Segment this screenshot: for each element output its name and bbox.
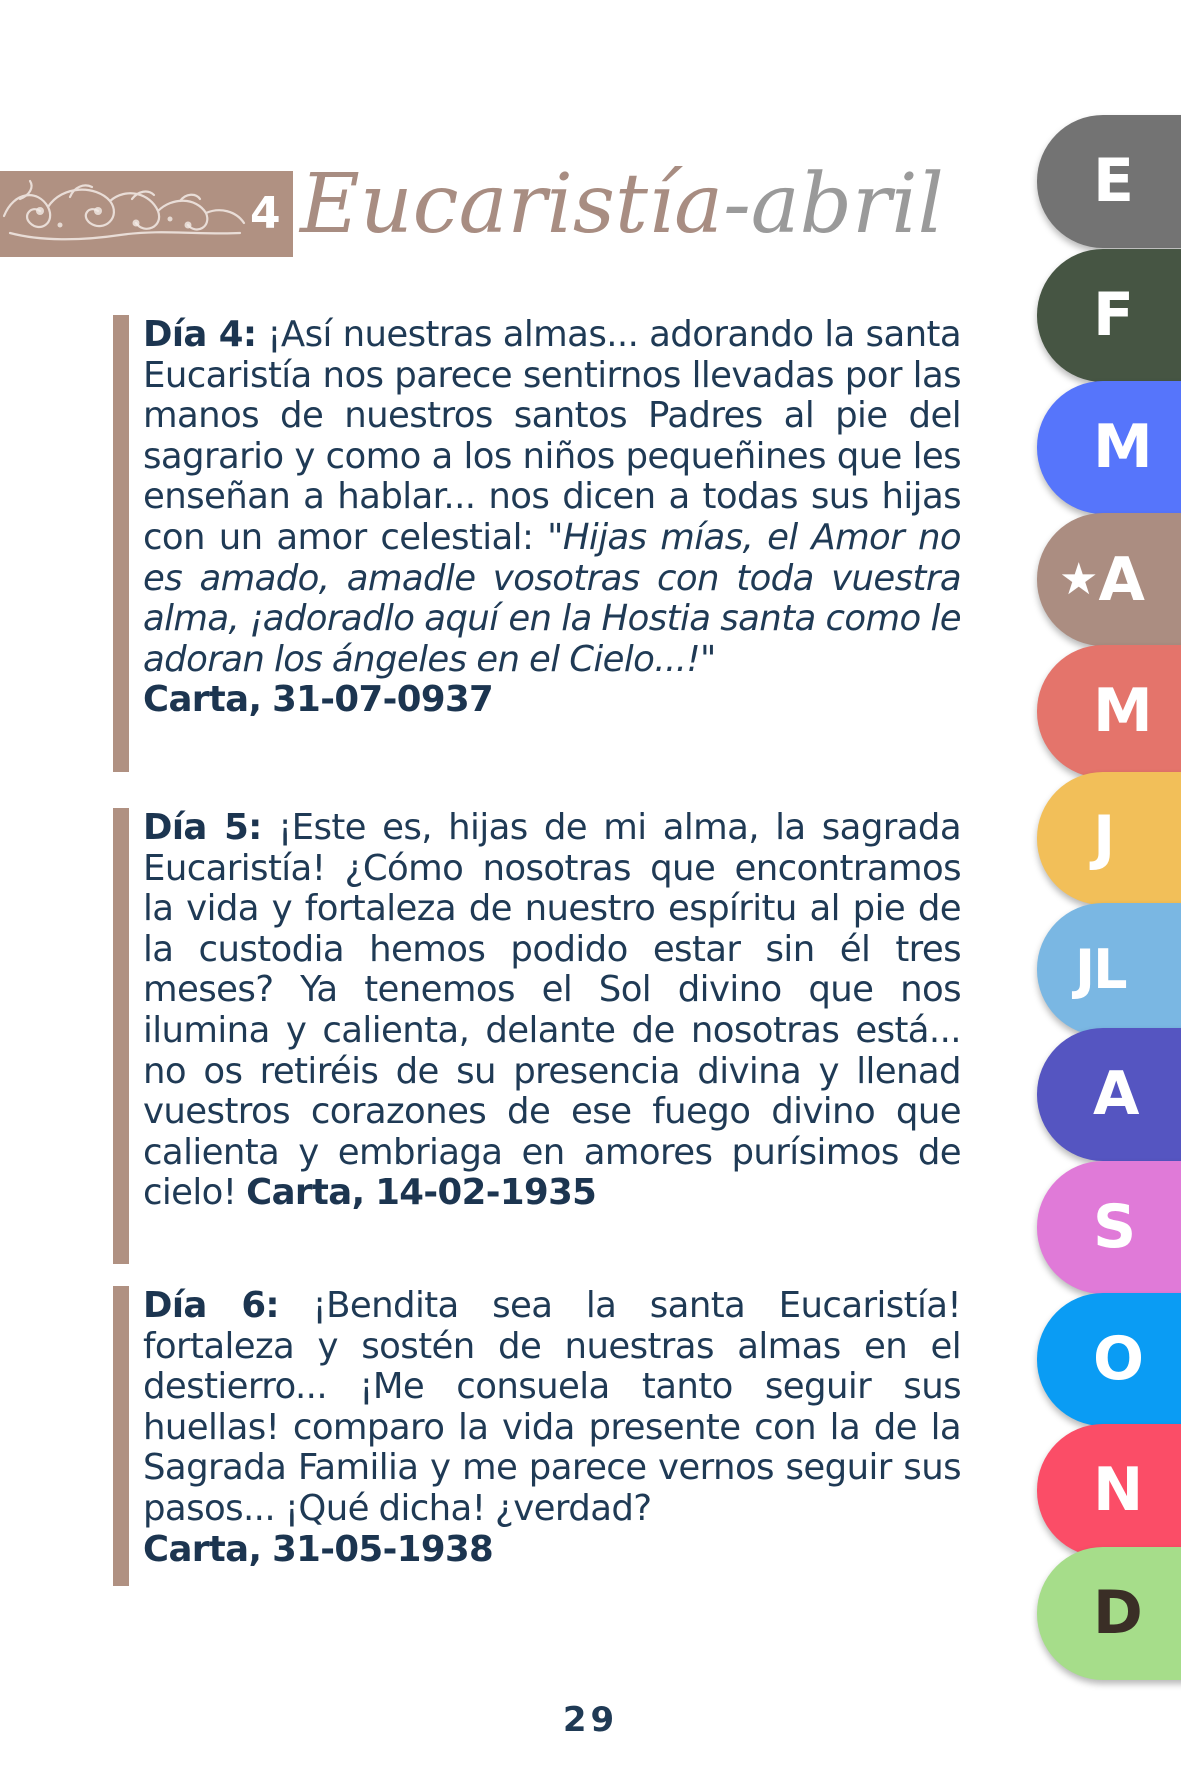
entry-source: Carta, 31-05-1938 [143, 1528, 494, 1570]
entry-text: ¡Así nuestras almas... adorando la santa Eucaristía nos parece sentirnos llevadas por las manos de nuestros santos Padres al pie del sagrario y como a los niños pequeñines que les enseñan a hablar... nos dicen a todas sus hijas con un amor celestial: [143, 314, 961, 558]
entry-paragraph [143, 808, 961, 1214]
entry-source: Carta, 14-02-1935 [246, 1172, 597, 1214]
page-title [300, 150, 944, 260]
entry-text: ¡Bendita sea la santa Eucaristía! fortaleza y sostén de nuestras almas en el destierro... ¡Me consuela tanto seguir sus huellas! comparo la vida presente con la de la Sagrada Familia y me parece vernos seguir sus pasos... ¡Qué dicha! ¿verdad? [143, 1285, 961, 1529]
entry-source: Carta, 31-07-0937 [143, 679, 494, 721]
entry-quote: "Hijas mías, el Amor no es amado, amadle vosotras con toda vuestra alma, ¡adoradlo aquí en la Hostia santa como le adoran los ángeles en el Cielo...!" [143, 516, 961, 680]
star-icon: ★ [1059, 554, 1097, 605]
entry-paragraph [143, 1286, 961, 1570]
entry-paragraph [143, 315, 961, 721]
entry-text: ¡Este es, hijas de mi alma, la sagrada Eucaristía! ¿Cómo nosotras que encontramos la vida y fortaleza de nuestro espíritu al pie de la custodia hemos podido estar sin él tres meses? Ya tenemos el Sol divino que nos ilumina y calienta, delante de nosotras está... no os retiréis de su presencia divina y llenad vuestros corazones de ese fuego divino que calienta y embriaga en amores purísimos de cielo! [143, 807, 962, 1214]
month-tab-april-current[interactable]: ★A [1037, 513, 1181, 646]
quote-entry [113, 1286, 961, 1586]
title-month: -abril [723, 157, 944, 252]
quote-entry [113, 315, 961, 772]
entry-day-label: Día 6: [143, 1285, 280, 1326]
title-main: Eucaristía [300, 157, 724, 252]
month-tab-january[interactable]: E [1037, 115, 1181, 248]
month-tab-may[interactable]: M [1037, 645, 1181, 778]
month-tab-august[interactable]: A [1037, 1028, 1181, 1161]
entry-day-label: Día 5: [143, 807, 262, 848]
month-tab-june[interactable]: J [1037, 772, 1181, 905]
month-tab-september[interactable]: S [1037, 1161, 1181, 1294]
month-tab-february[interactable]: F [1037, 249, 1181, 382]
page-number: 29 [562, 1700, 619, 1740]
month-tab-november[interactable]: N [1037, 1424, 1181, 1557]
quote-entry [113, 808, 961, 1264]
entry-day-label: Día 4: [143, 314, 257, 355]
month-tab-march[interactable]: M [1037, 381, 1181, 514]
chapter-number: 4 [250, 188, 281, 239]
month-tab-october[interactable]: O [1037, 1293, 1181, 1426]
month-tab-december[interactable]: D [1037, 1547, 1181, 1680]
month-tab-july[interactable]: JL [1037, 903, 1181, 1036]
